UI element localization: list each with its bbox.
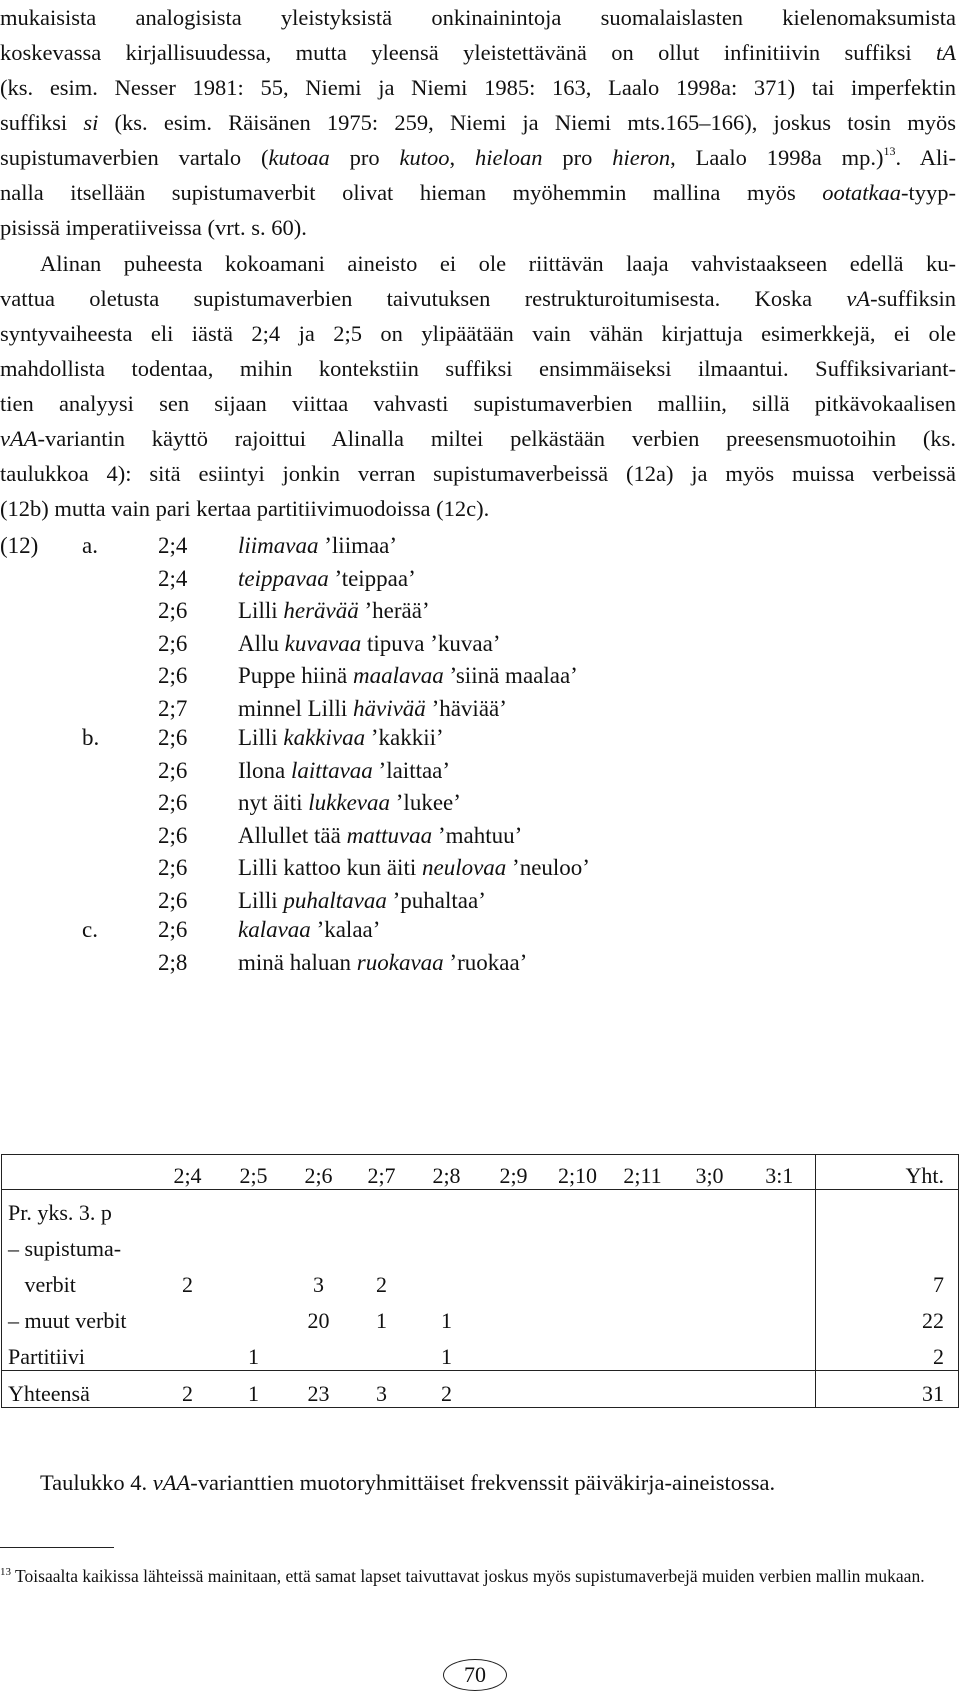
example-letter: b. <box>82 725 100 750</box>
table-cell <box>482 1190 546 1227</box>
example-utterance: minä haluan ruokavaa ’ruokaa’ <box>238 949 528 975</box>
table-header-cell: 3;0 <box>676 1155 744 1190</box>
table-cell: 7 <box>816 1262 959 1298</box>
table-cell: 1 <box>222 1371 286 1408</box>
table-cell <box>676 1262 744 1298</box>
table-cell <box>222 1298 286 1334</box>
row-label: Pr. yks. 3. p <box>8 1200 112 1225</box>
table-cell <box>222 1226 286 1262</box>
example-age: 2;6 <box>158 888 188 913</box>
example-age: 2;6 <box>158 598 188 624</box>
example-utterance: kalavaa ’kalaa’ <box>238 917 381 942</box>
text-line: syntyvaiheesta eli iästä 2;4 ja 2;5 on ylipäätään vain vähän kirjattuja esimerkkejä, ei ole <box>0 321 956 346</box>
table-cell <box>546 1226 610 1262</box>
table-cell <box>222 1190 286 1227</box>
text-line: nalla itsellään supistumaverbit olivat hieman myöhemmin mallina myös ootatkaa-tyyp- <box>0 180 956 205</box>
example-number: (12) <box>0 533 39 558</box>
example-age: 2;6 <box>158 790 188 816</box>
row-label: – muut verbit <box>8 1308 127 1333</box>
text-line: vAA-variantin käyttö rajoittui Alinalla miltei pelkästään verbien preesensmuotoihin (ks. <box>0 426 956 451</box>
text-line: mahdollista todentaa, mihin kontekstiin suffiksi ensimmäiseksi ilmaantui. Suffiksivariant- <box>0 356 956 381</box>
table-cell <box>286 1226 352 1262</box>
row-label: Yhteensä <box>2 1371 154 1408</box>
example-age: 2;6 <box>158 855 188 881</box>
table-cell: 2 <box>412 1371 482 1408</box>
frequency-table <box>1 1154 959 1408</box>
table-cell <box>816 1226 959 1262</box>
table-cell <box>676 1298 744 1334</box>
table-cell: 1 <box>248 1344 259 1369</box>
table-caption: Taulukko 4. vAA-varianttien muotoryhmittäiset frekvenssit päiväkirja-aineistossa. <box>40 1470 776 1495</box>
example-utterance: Lilli kattoo kun äiti neulovaa ’neuloo’ <box>238 855 590 881</box>
table-cell: 31 <box>816 1371 959 1408</box>
text-line: taulukkoa 4): sitä esiintyi jonkin verran supistumaverbeissä (12a) ja myös muissa verbeissä <box>0 461 956 486</box>
text-line: Alinan puheesta kokoamani aineisto ei ole riittävän laaja vahvistaakseen edellä ku- <box>40 251 956 276</box>
example-age: 2;6 <box>158 630 188 656</box>
example-utterance: Puppe hiinä maalavaa ’siinä maalaa’ <box>238 663 578 689</box>
table-header-row <box>2 1155 959 1190</box>
example-letter: a. <box>82 533 98 558</box>
page-number: 70 <box>443 1659 507 1691</box>
table-cell <box>412 1262 482 1298</box>
table-cell <box>352 1190 412 1227</box>
table-cell <box>676 1226 744 1262</box>
table-cell <box>744 1226 816 1262</box>
example-age: 2;4 <box>158 533 188 558</box>
table-cell <box>352 1334 412 1371</box>
table-header-cell: 2;9 <box>482 1155 546 1190</box>
table-cell <box>546 1190 610 1227</box>
text-line: vattua oletusta supistumaverbien taivutuksen restrukturoitumisesta. Koska vA-suffiksin <box>0 286 956 311</box>
table-cell <box>816 1190 959 1227</box>
table-cell <box>352 1226 412 1262</box>
table-cell <box>610 1190 676 1227</box>
text-line: tien analyysi sen sijaan viittaa vahvasti supistumaverbien malliin, sillä pitkävokaalisen <box>0 391 956 416</box>
table-header-cell: Yht. <box>816 1155 959 1190</box>
table-cell <box>546 1262 610 1298</box>
example-utterance: Lilli herävää ’herää’ <box>238 598 430 624</box>
table-row <box>2 1262 959 1298</box>
paragraph-1 <box>0 0 956 245</box>
table-header-cell: 3:1 <box>744 1155 816 1190</box>
table-cell <box>222 1262 286 1298</box>
table-cell <box>744 1298 816 1334</box>
table-cell <box>676 1334 744 1371</box>
table-cell: 1 <box>376 1308 387 1333</box>
example-letter: c. <box>82 917 98 942</box>
example-age: 2;4 <box>158 565 188 591</box>
table-cell <box>546 1334 610 1371</box>
example-utterance: teippavaa ’teippaa’ <box>238 565 416 591</box>
example-age: 2;8 <box>158 949 188 975</box>
footnote: $^{13}$ Toisaalta kaikissa lähteissä mainitaan, että samat lapset taivuttavat joskus myös supistumaverbejä muiden verbien mallin mukaan. <box>0 1565 925 1586</box>
table-cell: 1 <box>441 1308 452 1333</box>
table-cell <box>482 1334 546 1371</box>
example-age: 2;7 <box>158 696 188 721</box>
table-header-cell: 2;8 <box>412 1155 482 1190</box>
row-label: verbit <box>8 1272 76 1297</box>
example-age: 2;6 <box>158 822 188 848</box>
table-cell <box>744 1371 816 1408</box>
table-cell: 20 <box>307 1308 330 1333</box>
table-cell <box>676 1190 744 1227</box>
table-cell: 2 <box>816 1334 959 1371</box>
table-cell <box>610 1226 676 1262</box>
text-line: koskevassa kirjallisuudessa, mutta yleensä yleistettävänä on ollut infinitiivin suffiksi tA <box>0 40 956 65</box>
table-cell: 2 <box>154 1371 222 1408</box>
table-cell <box>482 1262 546 1298</box>
table-header-cell: 2;11 <box>610 1155 676 1190</box>
table-header-cell: 2;10 <box>546 1155 610 1190</box>
example-age: 2;6 <box>158 757 188 783</box>
table-cell <box>744 1262 816 1298</box>
table-row <box>2 1298 959 1334</box>
table-cell <box>744 1190 816 1227</box>
text-line: supistumaverbien vartalo (kutoaa pro kutoo, hieloan pro hieron, Laalo 1998a mp.)$^{13}$. Ali- <box>0 143 957 170</box>
paragraph-2 <box>0 246 956 526</box>
table-cell: 2 <box>376 1272 387 1297</box>
text-line: mukaisista analogisista yleistyksistä onkinainintoja suomalaislasten kielenomaksumista <box>0 5 956 30</box>
table-cell <box>286 1334 352 1371</box>
table-cell <box>546 1298 610 1334</box>
footnote-rule <box>0 1547 114 1548</box>
example-age: 2;6 <box>158 725 188 750</box>
table-cell: 2 <box>182 1272 193 1297</box>
text-line: (ks. esim. Nesser 1981: 55, Niemi ja Niemi 1985: 163, Laalo 1998a: 371) tai imperfektin <box>0 75 956 100</box>
table-cell <box>744 1334 816 1371</box>
example-utterance: liimavaa ’liimaa’ <box>238 533 398 558</box>
table-row <box>2 1190 959 1227</box>
table-cell <box>610 1262 676 1298</box>
table-row <box>2 1371 959 1408</box>
table-cell: 23 <box>286 1371 352 1408</box>
table-cell <box>610 1334 676 1371</box>
text-line: (12b) mutta vain pari kertaa partitiivimuodoissa (12c). <box>0 496 490 521</box>
table-cell <box>154 1190 222 1227</box>
table-cell <box>482 1298 546 1334</box>
example-utterance: Allullet tää mattuvaa ’mahtuu’ <box>238 822 523 848</box>
table-header-cell: 2;5 <box>222 1155 286 1190</box>
text-line: pisissä imperatiiveissa (vrt. s. 60). <box>0 215 307 240</box>
table-cell <box>546 1371 610 1408</box>
table-corner-cell <box>2 1155 154 1190</box>
example-utterance: Ilona laittavaa ’laittaa’ <box>238 757 451 783</box>
table-header-cell: 2;6 <box>286 1155 352 1190</box>
row-label: – supistuma- <box>8 1236 122 1261</box>
example-utterance: Lilli puhaltavaa ’puhaltaa’ <box>238 888 486 913</box>
table-cell <box>412 1226 482 1262</box>
table-cell <box>286 1190 352 1227</box>
table-cell: 1 <box>441 1344 452 1369</box>
table-cell <box>154 1226 222 1262</box>
table-cell <box>412 1190 482 1227</box>
example-utterance: Allu kuvavaa tipuva ’kuvaa’ <box>238 630 501 656</box>
example-age: 2;6 <box>158 663 188 689</box>
table-cell <box>676 1371 744 1408</box>
footnote-ref: 13 <box>883 143 896 158</box>
example-utterance: minnel Lilli hävivää ’häviää’ <box>238 696 507 721</box>
table-cell: 22 <box>816 1298 959 1334</box>
table-cell <box>482 1371 546 1408</box>
table-header-cell: 2;7 <box>352 1155 412 1190</box>
table-cell <box>154 1334 222 1371</box>
table-row <box>2 1226 959 1262</box>
table-cell <box>154 1298 222 1334</box>
table-cell: 3 <box>313 1272 324 1297</box>
example-utterance: nyt äiti lukkevaa ’lukee’ <box>238 790 461 816</box>
table-header-cell: 2;4 <box>154 1155 222 1190</box>
table-cell <box>610 1298 676 1334</box>
text-line: suffiksi si (ks. esim. Räisänen 1975: 259, Niemi ja Niemi mts.165–166), joskus tosin myös <box>0 110 957 135</box>
table-row <box>2 1334 959 1371</box>
table-cell <box>610 1371 676 1408</box>
table-cell: 3 <box>352 1371 412 1408</box>
table-cell <box>482 1226 546 1262</box>
example-utterance: Lilli kakkivaa ’kakkii’ <box>238 725 444 750</box>
example-age: 2;6 <box>158 917 188 942</box>
row-label: Partitiivi <box>8 1344 85 1369</box>
